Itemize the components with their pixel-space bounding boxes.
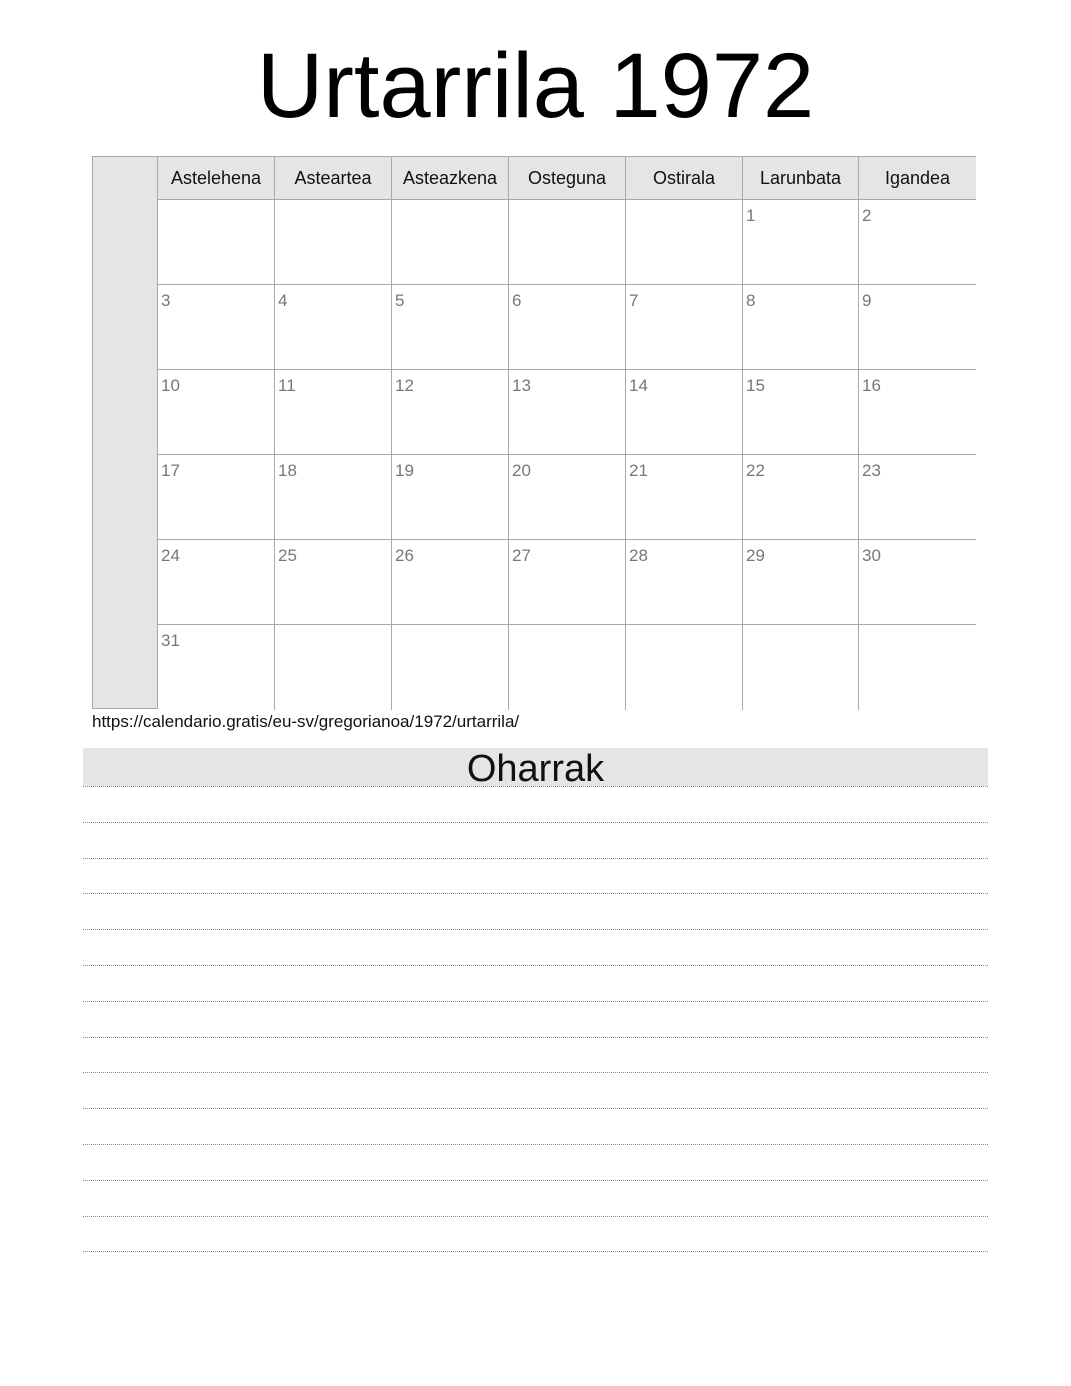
day-cell [626, 625, 743, 710]
weekday-header: Asteartea [275, 157, 392, 200]
note-line [83, 1216, 988, 1252]
day-number: 18 [278, 461, 297, 480]
notes-lines [83, 786, 988, 1287]
day-cell [392, 285, 509, 370]
day-cell [626, 285, 743, 370]
day-cell [743, 285, 859, 370]
day-number: 30 [862, 546, 881, 565]
day-cell [509, 625, 626, 710]
day-number: 14 [629, 376, 648, 395]
day-number: 9 [862, 291, 872, 310]
day-number: 21 [629, 461, 648, 480]
day-cell [275, 285, 392, 370]
day-number: 1 [746, 206, 756, 225]
day-cell [275, 370, 392, 455]
day-number: 12 [395, 376, 414, 395]
note-line [83, 1037, 988, 1073]
day-cell [859, 370, 976, 455]
weekday-header: Asteazkena [392, 157, 509, 200]
day-cell [509, 285, 626, 370]
day-cell [626, 540, 743, 625]
day-number: 26 [395, 546, 414, 565]
note-line [83, 858, 988, 894]
day-cell [743, 200, 859, 285]
day-number: 24 [161, 546, 180, 565]
weekday-header: Astelehena [158, 157, 275, 200]
weekday-header: Igandea [859, 157, 976, 200]
day-cell [392, 200, 509, 285]
note-line [83, 965, 988, 1001]
day-number: 16 [862, 376, 881, 395]
weekday-header: Larunbata [743, 157, 859, 200]
note-line [83, 822, 988, 858]
note-line [83, 1001, 988, 1037]
day-number: 27 [512, 546, 531, 565]
day-cell [859, 625, 976, 710]
day-cell [392, 370, 509, 455]
day-cell [743, 370, 859, 455]
day-number: 28 [629, 546, 648, 565]
day-cell [158, 625, 275, 710]
note-line [83, 1108, 988, 1144]
weekday-header: Osteguna [509, 157, 626, 200]
day-cell [626, 370, 743, 455]
note-line [83, 1144, 988, 1180]
day-cell [158, 540, 275, 625]
day-number: 13 [512, 376, 531, 395]
day-cell [392, 625, 509, 710]
note-line [83, 1251, 988, 1287]
day-number: 22 [746, 461, 765, 480]
day-number: 20 [512, 461, 531, 480]
day-number: 19 [395, 461, 414, 480]
day-cell [859, 285, 976, 370]
day-cell [158, 285, 275, 370]
day-number: 10 [161, 376, 180, 395]
day-number: 4 [278, 291, 288, 310]
source-url: https://calendario.gratis/eu-sv/gregorianoa/1972/urtarrila/ [92, 712, 520, 731]
day-cell [509, 200, 626, 285]
day-cell [275, 540, 392, 625]
day-cell [509, 370, 626, 455]
day-number: 17 [161, 461, 180, 480]
note-line [83, 929, 988, 965]
calendar-grid [92, 156, 976, 709]
day-number: 7 [629, 291, 639, 310]
day-number: 25 [278, 546, 297, 565]
day-number: 8 [746, 291, 756, 310]
notes-title: Oharrak [83, 748, 988, 786]
day-number: 29 [746, 546, 765, 565]
day-cell [859, 540, 976, 625]
day-number: 31 [161, 631, 180, 650]
day-cell [275, 625, 392, 710]
day-cell [158, 455, 275, 540]
day-cell [743, 625, 859, 710]
day-cell [509, 540, 626, 625]
day-cell [743, 455, 859, 540]
day-number: 5 [395, 291, 405, 310]
day-number: 11 [278, 376, 296, 395]
note-line [83, 786, 988, 822]
day-number: 15 [746, 376, 765, 395]
day-number: 2 [862, 206, 872, 225]
day-cell [275, 200, 392, 285]
day-cell [392, 540, 509, 625]
day-cell [626, 200, 743, 285]
day-cell [158, 200, 275, 285]
day-number: 3 [161, 291, 171, 310]
note-line [83, 893, 988, 929]
day-cell [743, 540, 859, 625]
week-number-column [93, 157, 158, 708]
day-number: 6 [512, 291, 522, 310]
note-line [83, 1072, 988, 1108]
note-line [83, 1180, 988, 1216]
day-cell [509, 455, 626, 540]
day-cell [859, 455, 976, 540]
day-cell [392, 455, 509, 540]
day-cell [275, 455, 392, 540]
day-cell [859, 200, 976, 285]
day-cell [158, 370, 275, 455]
weekday-header: Ostirala [626, 157, 743, 200]
calendar-days [158, 157, 975, 708]
day-number: 23 [862, 461, 881, 480]
page-title: Urtarrila 1972 [256, 35, 815, 137]
day-cell [626, 455, 743, 540]
